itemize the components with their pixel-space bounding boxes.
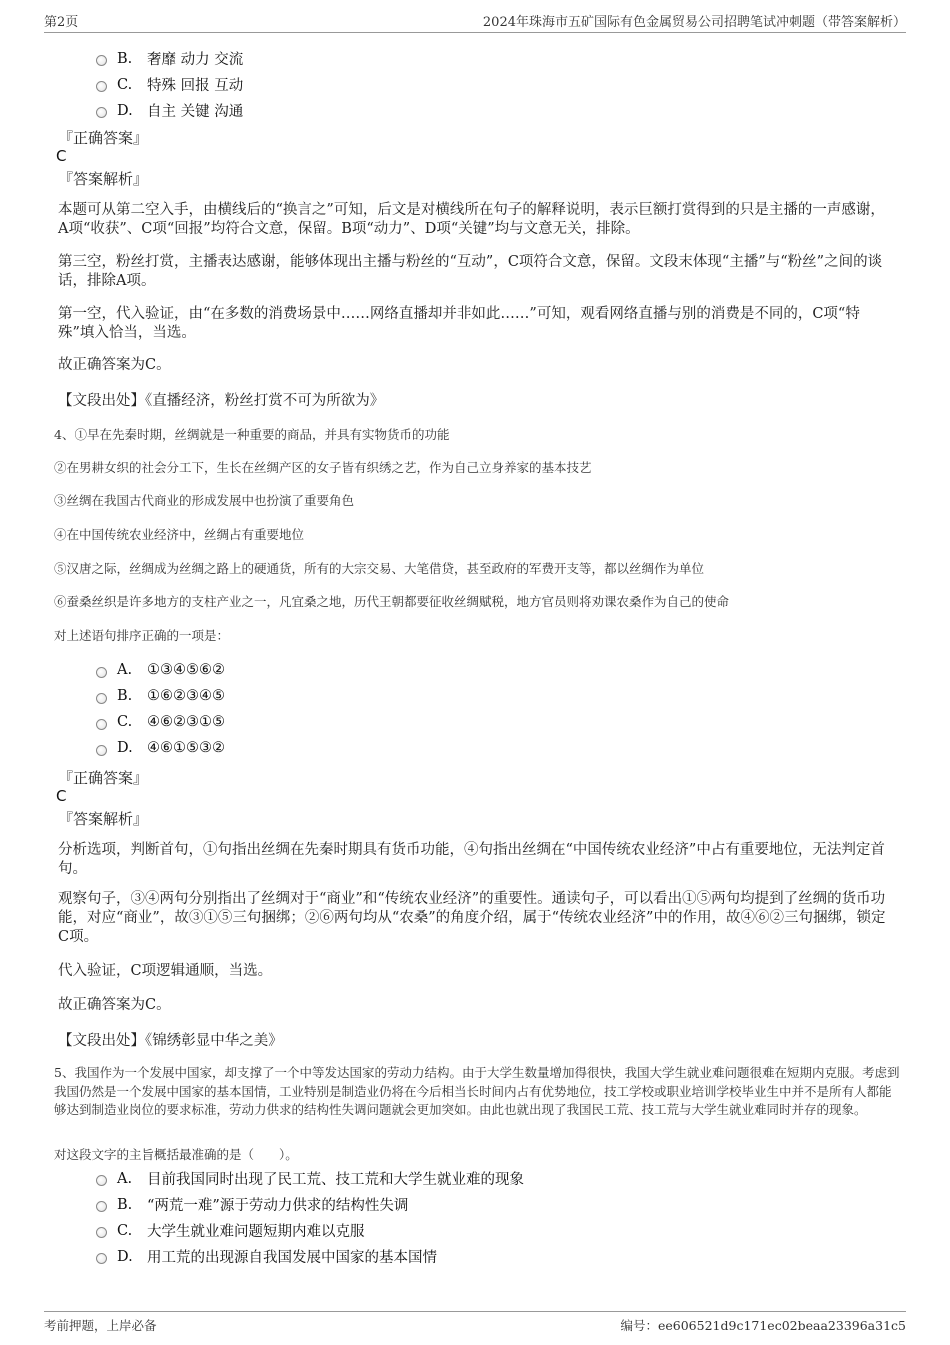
option-text: ①③④⑤⑥② — [147, 662, 225, 678]
option-letter: D. — [117, 1248, 133, 1265]
option-text: 目前我国同时出现了民工荒、技工荒和大学生就业难的现象 — [147, 1172, 524, 1188]
q3-analysis-paragraph: 本题可从第二空入手，由横线后的“换言之”可知，后文是对横线所在句子的解释说明，表示巨额打赏得到的只是主播的一声感谢，A项“收获”、C项“回报”均符合文意，保留。B项“动力”、D项“关键”均与文意无关，排除。 — [58, 202, 885, 237]
document-id: 编号：ee606521d9c171ec02beaa23396a31c5 — [620, 1318, 906, 1333]
option-letter: C. — [117, 76, 133, 93]
q4-analysis-label: 『答案解析』 — [58, 810, 149, 828]
q4-sentence: ③丝绸在我国古代商业的形成发展中也扮演了重要角色 — [54, 493, 355, 508]
q3-analysis-paragraph: 第一空，代入验证，由“在多数的消费场景中……网络直播却并非如此……”可知，观看网络直播与别的消费是不同的，C项“特殊”填入恰当，当选。 — [58, 306, 860, 341]
option-letter: D. — [117, 740, 133, 756]
radio-icon[interactable] — [96, 81, 107, 92]
option-letter: A. — [117, 1170, 133, 1187]
option-text: “两荒一难”源于劳动力供求的结构性失调 — [147, 1198, 409, 1214]
q3-analysis-label: 『答案解析』 — [58, 170, 149, 188]
radio-icon[interactable] — [96, 693, 107, 704]
radio-icon[interactable] — [96, 107, 107, 118]
option-letter: C. — [117, 714, 133, 730]
q5-option-c[interactable] — [96, 1220, 365, 1241]
q3-source: 【文段出处】《直播经济，粉丝打赏不可为所欲为》 — [58, 393, 385, 409]
option-text: ④⑥②③①⑤ — [147, 714, 225, 730]
option-text: ①⑥②③④⑤ — [147, 688, 225, 704]
radio-icon[interactable] — [96, 1201, 107, 1212]
option-letter: C. — [117, 1222, 133, 1239]
q3-analysis-paragraph: 第三空，粉丝打赏，主播表达感谢，能够体现出主播与粉丝的“互动”，C项符合文意，保留。文段末体现“主播”与“粉丝”之间的谈话，排除A项。 — [58, 254, 883, 289]
q5-question: 对这段文字的主旨概括最准确的是（ ）。 — [54, 1147, 298, 1162]
q5-option-d[interactable] — [96, 1246, 437, 1267]
q4-analysis-paragraph: 分析选项，判断首句，①句指出丝绸在先秦时期具有货币功能，④句指出丝绸在“中国传统农业经济”中占有重要地位，无法判定首句。 — [58, 842, 885, 877]
q4-option-d[interactable] — [96, 740, 225, 756]
q3-option-d[interactable] — [96, 100, 243, 121]
footer-slogan: 考前押题，上岸必备 — [44, 1318, 157, 1333]
q4-sentence: ④在中国传统农业经济中，丝绸占有重要地位 — [54, 527, 305, 542]
q4-sentence: ②在男耕女织的社会分工下，生长在丝绸产区的女子皆有织绣之艺，作为自己立身养家的基本技艺 — [54, 460, 592, 475]
option-letter: B. — [117, 50, 133, 67]
radio-icon[interactable] — [96, 55, 107, 66]
option-letter: D. — [117, 102, 133, 119]
q4-answer-label: 『正确答案』 — [58, 769, 149, 787]
q4-source: 【文段出处】《锦绣彰显中华之美》 — [58, 1033, 283, 1049]
radio-icon[interactable] — [96, 1175, 107, 1186]
q5-option-b[interactable] — [96, 1194, 408, 1215]
q4-answer: C — [56, 787, 67, 805]
q3-option-c[interactable] — [96, 74, 243, 95]
radio-icon[interactable] — [96, 1227, 107, 1238]
document-title: 2024年珠海市五矿国际有色金属贸易公司招聘笔试冲刺题（带答案解析） — [482, 14, 906, 30]
option-letter: A. — [117, 662, 133, 678]
q5-option-a[interactable] — [96, 1168, 524, 1189]
q3-answer-label: 『正确答案』 — [58, 129, 149, 147]
page-header — [44, 8, 906, 33]
option-letter: B. — [117, 1196, 133, 1213]
q3-answer: C — [56, 147, 67, 165]
q4-option-b[interactable] — [96, 688, 225, 704]
q4-analysis-paragraph: 观察句子，③④两句分别指出了丝绸对于“商业”和“传统农业经济”的重要性。通读句子，可以看出①⑤两句均提到了丝绸的货币功能，对应“商业”，故③①⑤三句捆绑；②⑥两句均从“农桑”的角度介绍，属于“传统农业经济”中的作用，故④⑥②三句捆绑，锁定C项。 — [58, 891, 886, 945]
q4-option-c[interactable] — [96, 714, 225, 730]
q4-analysis-paragraph: 故正确答案为C。 — [58, 997, 171, 1013]
q3-analysis-paragraph: 故正确答案为C。 — [58, 357, 171, 373]
radio-icon[interactable] — [96, 667, 107, 678]
radio-icon[interactable] — [96, 745, 107, 756]
q4-analysis-paragraph: 代入验证，C项逻辑通顺，当选。 — [58, 963, 273, 979]
option-text: 特殊 回报 互动 — [147, 78, 244, 94]
option-text: ④⑥①⑤③② — [147, 740, 225, 756]
q3-option-b[interactable] — [96, 48, 243, 69]
page-footer — [44, 1311, 906, 1334]
q4-question: 对上述语句排序正确的一项是： — [54, 628, 230, 643]
radio-icon[interactable] — [96, 719, 107, 730]
page-number: 第2页 — [44, 14, 79, 30]
q4-option-a[interactable] — [96, 662, 225, 678]
option-text: 奢靡 动力 交流 — [147, 52, 244, 68]
option-text: 自主 关键 沟通 — [147, 104, 244, 120]
radio-icon[interactable] — [96, 1253, 107, 1264]
q4-sentence: ⑥蚕桑丝织是许多地方的支柱产业之一，凡宜桑之地，历代王朝都要征收丝绸赋税，地方官员则将劝课农桑作为自己的使命 — [54, 594, 730, 609]
option-letter: B. — [117, 688, 133, 704]
option-text: 用工荒的出现源自我国发展中国家的基本国情 — [147, 1250, 437, 1266]
q4-sentence: ⑤汉唐之际，丝绸成为丝绸之路上的硬通货，所有的大宗交易、大笔借贷，甚至政府的军费开支等，都以丝绸作为单位 — [54, 561, 705, 576]
option-text: 大学生就业难问题短期内难以克服 — [147, 1224, 365, 1240]
q5-stem: 5、我国作为一个发展中国家，却支撑了一个中等发达国家的劳动力结构。由于大学生数量增加得很快，我国大学生就业难问题很难在短期内克服。考虑到我国仍然是一个发展中国家的基本国情，工业特别是制造业仍将在今后相当长时间内占有优势地位，技工学校或职业培训学校毕业生中并不是所有人都能够达到制造业岗位的要求标准，劳动力供求的结构性失调问题就会更加突如。由此也就出现了我国民工荒、技工荒与大学生就业难同时并存的现象。 — [54, 1065, 900, 1117]
q4-sentence: 4、①早在先秦时期，丝绸就是一种重要的商品，并具有实物货币的功能 — [54, 427, 450, 442]
